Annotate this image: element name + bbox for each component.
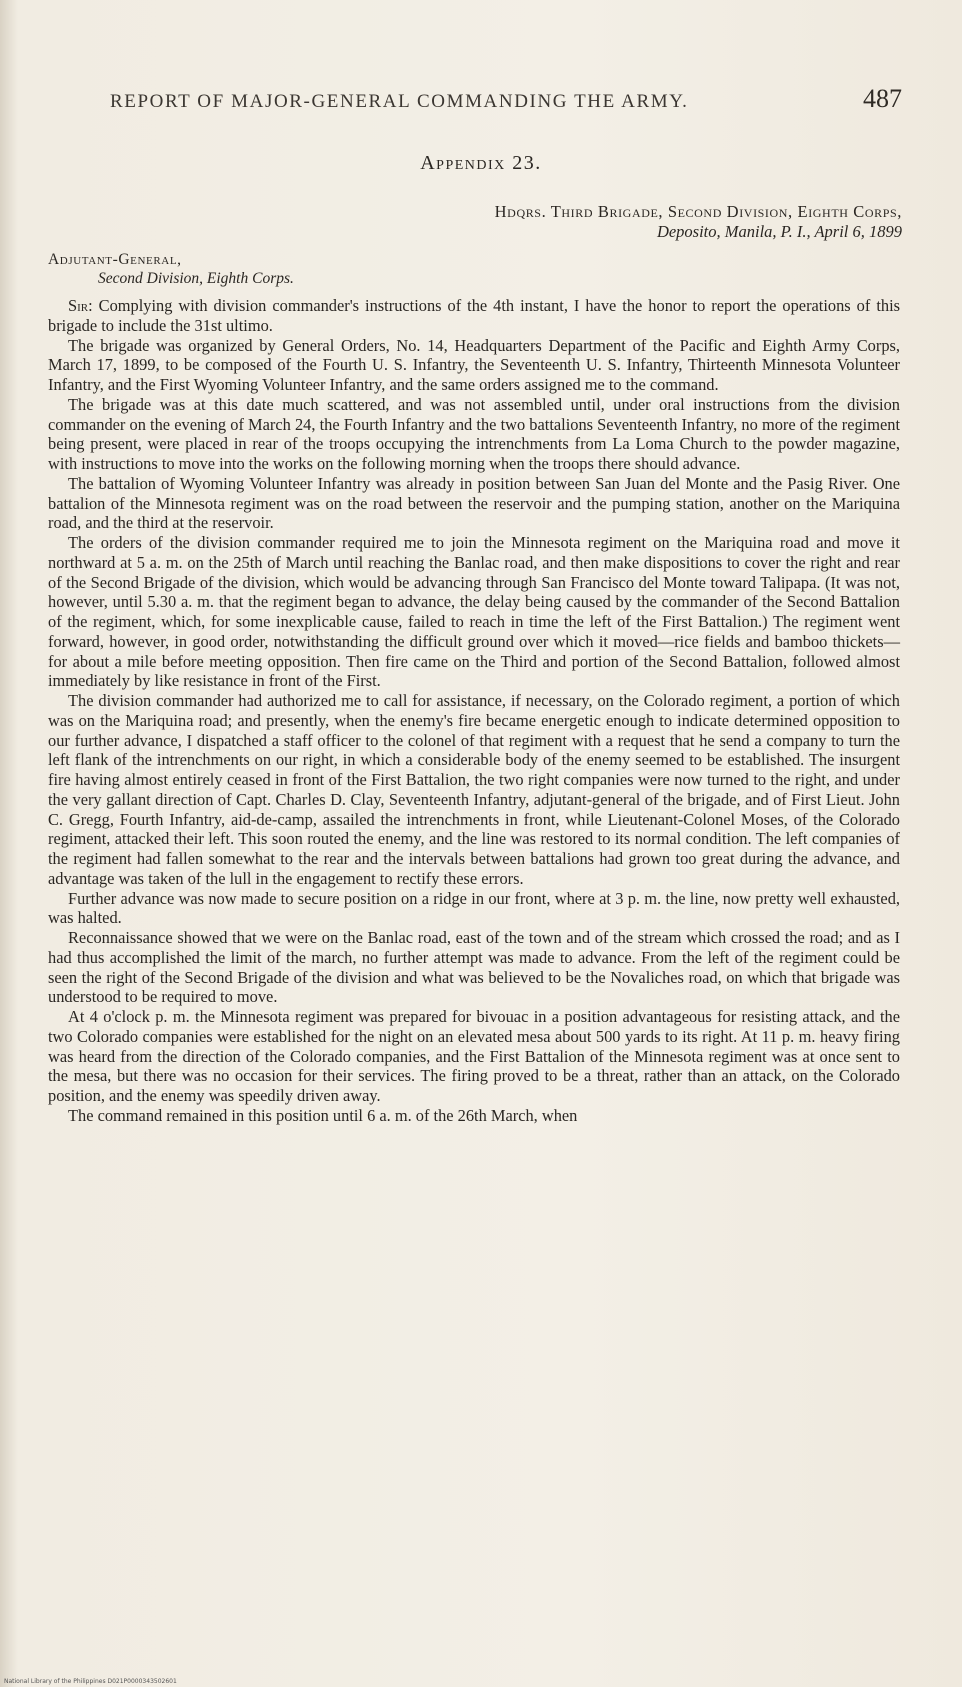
- paragraph: The brigade was organized by General Orders, No. 14, Headquarters Department of the Pacific and Eighth Army Corps, March 17, 1899, to be composed of the Fourth U. S. Infantry, the Seventeenth U. S. Infantry, Thirteenth Minnesota Volunteer Infantry, and the First Wyoming Volunteer Infantry, and the same orders assigned me to the command.: [48, 335, 900, 394]
- paragraph: The orders of the division commander required me to join the Minnesota regiment on the Mariquina road and move it northward at 5 a. m. on the 25th of March until reaching the Banlac road, and then make dispositions to cover the right and rear of the Second Brigade of the division, which would be advancing through San Francisco del Monte toward Talipapa. (It was not, however, until 5.30 a. m. that the regiment began to advance, the delay being caused by the commander of the Second Battalion of the regiment, which, for some inexplicable cause, failed to reach in time the left of the First Battalion.) The regiment went forward, however, in good order, notwithstanding the difficult ground over which it moved—rice fields and bamboo thickets—for about a mile before meeting opposition. Then fire came on the Third and portion of the Second Battalion, followed almost immediately by like resistance in front of the First.: [48, 533, 900, 691]
- letter-heading: [495, 202, 902, 242]
- paragraph: The command remained in this position until 6 a. m. of the 26th March, when: [68, 1105, 578, 1125]
- paragraph: The division commander had authorized me to call for assistance, if necessary, on the Colorado regiment, a portion of which was on the Mariquina road; and presently, when the enemy's fire became energetic enough to indicate determined opposition to our further advance, I dispatched a staff officer to the colonel of that regiment with a request that he send a company to turn the left flank of the intrenchments on our right, in which a considerable body of the enemy seemed to be established. The insurgent fire having almost entirely ceased in front of the First Battalion, the two right companies were now turned to the right, and under the very gallant direction of Capt. Charles D. Clay, Seventeenth Infantry, adjutant-general of the brigade, and of First Lieut. John C. Gregg, Fourth Infantry, aid-de-camp, assailed the intrenchments in front, while Lieutenant-Colonel Moses, of the Colorado regiment, attacked their left. This soon routed the enemy, and the line was restored to its normal condition. The left companies of the regiment had fallen somewhat to the rear and the intervals between battalions had grown too great during the advance, and advantage was taken of the lull in the engagement to rectify these errors.: [48, 691, 900, 888]
- addressee-rank: Adjutant-General,: [48, 251, 182, 268]
- paragraph: [48, 296, 900, 336]
- page-number: 487: [863, 84, 902, 113]
- page-header: [110, 84, 902, 114]
- paragraph: The brigade was at this date much scattered, and was not assembled until, under oral instructions from the division commander on the evening of March 24, the Fourth Infantry and the two battalions Seventeenth Infantry, no more of the regiment being present, were placed in rear of the troops occupying the intrenchments from La Loma Church to the powder magazine, with instructions to move into the works on the following morning when the troops there should advance.: [48, 394, 900, 473]
- paragraph: The battalion of Wyoming Volunteer Infantry was already in position between San Juan del Monte and the Pasig River. One battalion of the Minnesota regiment was on the road between the reservoir and the pumping station, another on the Mariquina road, and the third at the reservoir.: [48, 473, 900, 533]
- paragraph: At 4 o'clock p. m. the Minnesota regiment was prepared for bivouac in a position advantageous for resisting attack, and the two Colorado companies were established for the night on an elevated mesa about 500 yards to its right. At 11 p. m. heavy firing was heard from the direction of the Colorado companies, and the First Battalion of the Minnesota regiment was at once sent to the mesa, but there was no occasion for their services. The firing proved to be a threat, rather than an attack, on the Colorado position, and the enemy was speedily driven away.: [48, 1007, 900, 1105]
- paragraph-text: Complying with division commander's instructions of the 4th instant, I have the honor to report the operations of this brigade to include the 31st ultimo.: [48, 296, 900, 335]
- paragraph: Further advance was now made to secure position on a ridge in our front, where at 3 p. m. the line, now pretty well exhausted, was halted.: [48, 888, 900, 928]
- addressee-unit: Second Division, Eighth Corps.: [98, 270, 294, 287]
- running-head: REPORT OF MAJOR-GENERAL COMMANDING THE ARMY.: [110, 91, 689, 112]
- salutation: Sir:: [68, 296, 93, 315]
- letter-body: [48, 296, 900, 1126]
- headquarters-line: Hdqrs. Third Brigade, Second Division, Eighth Corps,: [494, 202, 902, 221]
- archive-stamp: National Library of the Philippines D021P0000343502601: [4, 1678, 177, 1685]
- addressee: [48, 250, 294, 288]
- paragraph: Reconnaissance showed that we were on the Banlac road, east of the town and of the stream which crossed the road; and as I had thus accomplished the limit of the march, no further attempt was made to advance. From the left of the regiment could be seen the right of the Second Brigade of the division and what was believed to be the Novaliches road, on which that brigade was understood to be required to move.: [48, 928, 900, 1007]
- appendix-title: Appendix 23.: [420, 152, 542, 174]
- place-date-line: Deposito, Manila, P. I., April 6, 1899: [656, 222, 902, 241]
